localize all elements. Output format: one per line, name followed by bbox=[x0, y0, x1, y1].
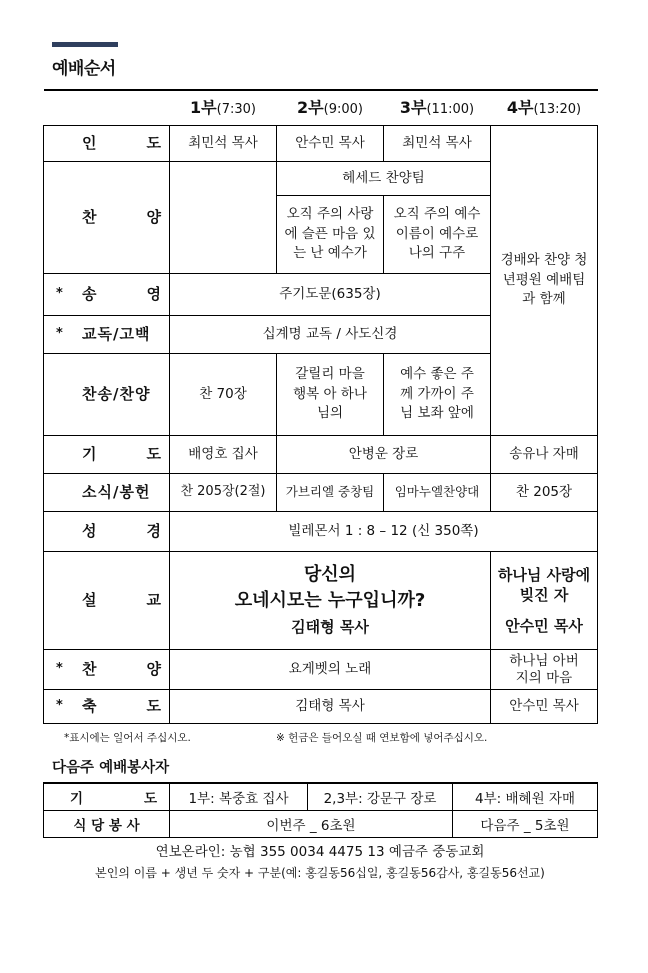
anthem-s2: 갈릴리 마을 행복 아 하나님의 bbox=[277, 354, 384, 436]
praise-team: 헤세드 찬양팀 bbox=[277, 162, 491, 196]
sermon-s4-cell bbox=[491, 552, 598, 650]
row-offering bbox=[44, 474, 598, 512]
label-creed: * 교독/고백 bbox=[44, 316, 170, 354]
label-reading: * 송 영 bbox=[44, 274, 170, 316]
label-prayer: 기 도 bbox=[44, 436, 170, 474]
label-sermon: 설 교 bbox=[44, 552, 170, 650]
offering-s2: 가브리엘 중창팀 bbox=[277, 474, 384, 512]
sermon-title-line2: 오네시모는 누구입니까? bbox=[234, 589, 426, 611]
next-kitchen-row bbox=[44, 811, 598, 838]
next-kitchen-label: 식 당 봉 사 bbox=[44, 811, 170, 838]
online-offering-info: 연보온라인: 농협 355 0034 4475 13 예금주 중동교회 bbox=[155, 844, 485, 860]
row-benediction bbox=[44, 690, 598, 724]
prayer-s4: 송유나 자매 bbox=[491, 436, 598, 474]
service-header-row bbox=[44, 90, 598, 126]
sermon-cell bbox=[170, 552, 491, 650]
next-kitchen-next: 다음주 _ 5초원 bbox=[453, 811, 598, 838]
offering-s4: 찬 205장 bbox=[491, 474, 598, 512]
hymn-s4: 하나님 아버지의 마음 bbox=[491, 650, 598, 690]
header-blank bbox=[44, 90, 170, 126]
next-prayer-label: 기 도 bbox=[44, 783, 170, 811]
invocation-s2: 안수민 목사 bbox=[277, 126, 384, 162]
note-stand: *표시에는 일어서 주십시오. bbox=[64, 732, 191, 744]
prayer-s23: 안병운 장로 bbox=[277, 436, 491, 474]
next-prayer-row bbox=[44, 783, 598, 811]
sermon-title-line1: 당신의 bbox=[303, 564, 357, 586]
creed-value: 십계명 교독 / 사도신경 bbox=[170, 316, 491, 354]
label-benediction: * 축 도 bbox=[44, 690, 170, 724]
worship-order-table bbox=[43, 89, 598, 724]
anthem-s1: 찬 70장 bbox=[170, 354, 277, 436]
row-prayer bbox=[44, 436, 598, 474]
next-prayer-s1: 1부: 복중효 집사 bbox=[170, 783, 308, 811]
scripture-value: 빌레몬서 1 : 8 – 12 (신 350쪽) bbox=[170, 512, 598, 552]
sermon-s4-preacher: 안수민 목사 bbox=[505, 616, 583, 635]
service-2-header: 2부(9:00) bbox=[277, 90, 384, 126]
invocation-s1: 최민석 목사 bbox=[170, 126, 277, 162]
next-kitchen-this: 이번주 _ 6초원 bbox=[170, 811, 453, 838]
praise-s3: 오직 주의 예수 이름이 예수로 나의 구주 bbox=[384, 196, 491, 274]
s4-worship-text: 경배와 찬양 청년평원 예배팀과 함께 bbox=[500, 252, 588, 308]
reading-value: 주기도문(635장) bbox=[170, 274, 491, 316]
prayer-s1: 배영호 집사 bbox=[170, 436, 277, 474]
offering-name-guide: 본인의 이름 + 생년 두 숫자 + 구분(예: 홍길동56십일, 홍길동56감사, 홍길동56선교) bbox=[95, 866, 545, 880]
service-1-header: 1부(7:30) bbox=[170, 90, 277, 126]
hymn-value: 요게벳의 노래 bbox=[170, 650, 491, 690]
praise-s1 bbox=[170, 162, 277, 274]
label-offering: 소식/봉헌 bbox=[44, 474, 170, 512]
next-prayer-s4: 4부: 배혜원 자매 bbox=[453, 783, 598, 811]
sermon-s4-title: 하나님 사랑에 빚진 자 bbox=[497, 566, 591, 605]
offering-s3: 임마누엘찬양대 bbox=[384, 474, 491, 512]
benediction-value: 김태형 목사 bbox=[170, 690, 491, 724]
sermon-preacher: 김태형 목사 bbox=[291, 617, 369, 636]
next-week-title: 다음주 예배봉사자 bbox=[52, 760, 170, 776]
label-scripture: 성 경 bbox=[44, 512, 170, 552]
label-anthem: 찬송/찬양 bbox=[44, 354, 170, 436]
row-scripture bbox=[44, 512, 598, 552]
invocation-s3: 최민석 목사 bbox=[384, 126, 491, 162]
service-3-header: 3부(11:00) bbox=[384, 90, 491, 126]
praise-s2: 오직 주의 사랑에 슬픈 마음 있는 난 예수가 bbox=[277, 196, 384, 274]
next-prayer-s23: 2,3부: 강문구 장로 bbox=[308, 783, 453, 811]
label-hymn: * 찬 양 bbox=[44, 650, 170, 690]
label-praise: 찬 양 bbox=[44, 162, 170, 274]
row-sermon bbox=[44, 552, 598, 650]
next-week-table bbox=[43, 782, 598, 838]
offering-s1: 찬 205장(2절) bbox=[170, 474, 277, 512]
note-offering: ※ 헌금은 들어오실 때 연보함에 넣어주십시오. bbox=[276, 732, 488, 744]
row-hymn bbox=[44, 650, 598, 690]
row-invocation bbox=[44, 126, 598, 162]
anthem-s3: 예수 좋은 주께 가까이 주님 보좌 앞에 bbox=[384, 354, 491, 436]
benediction-s4: 안수민 목사 bbox=[491, 690, 598, 724]
section-title: 예배순서 bbox=[52, 59, 116, 79]
service-4-header: 4부(13:20) bbox=[491, 90, 598, 126]
label-invocation: 인 도 bbox=[44, 126, 170, 162]
section-title-bar bbox=[52, 42, 118, 47]
s4-worship-cell bbox=[491, 126, 598, 436]
